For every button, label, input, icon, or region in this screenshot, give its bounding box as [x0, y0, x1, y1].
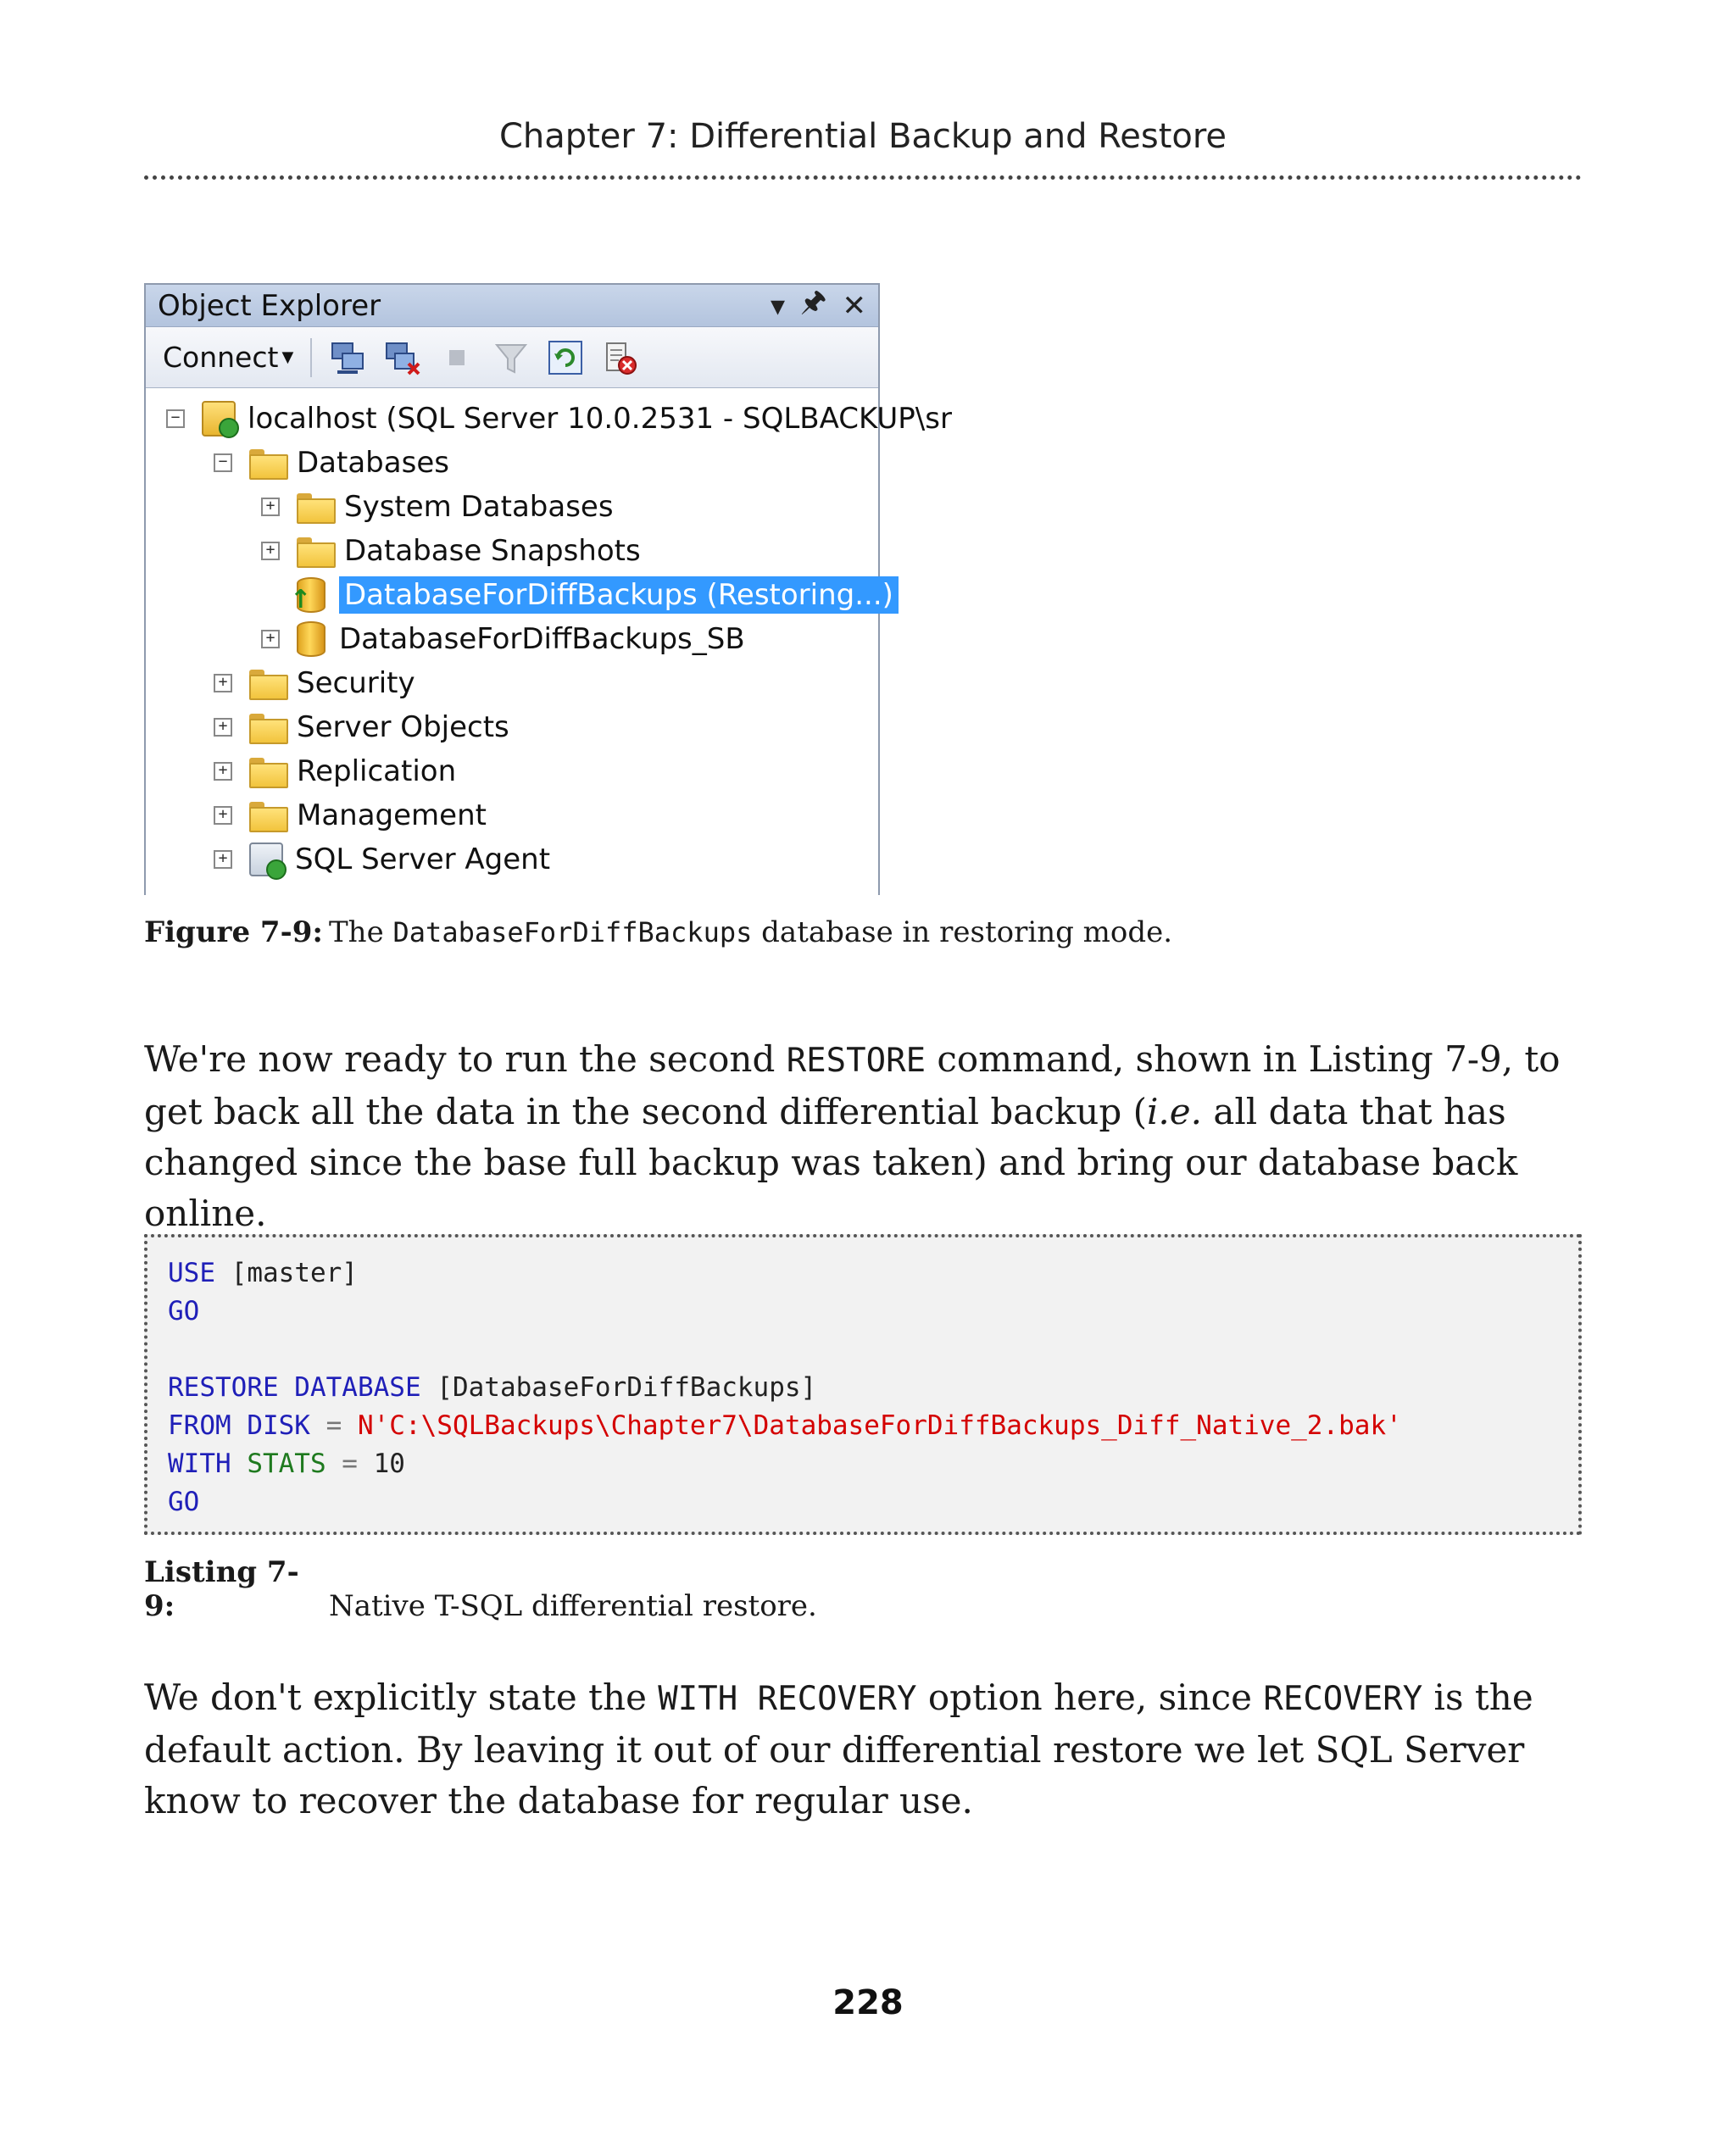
- window-title: Object Explorer: [158, 288, 381, 323]
- figure-caption-label: Figure 7-9:: [144, 915, 323, 949]
- caption-text: database in restoring mode.: [752, 915, 1173, 949]
- folder-icon: [249, 758, 285, 785]
- connect-button[interactable]: [163, 341, 293, 374]
- body-paragraph-2: [144, 1672, 1582, 1827]
- text: is the default action. By leaving it out of our differential restore we let SQL Server know to recover the database for regular use.: [144, 1677, 1533, 1821]
- expand-icon[interactable]: +: [214, 850, 232, 869]
- folder-icon: [297, 537, 332, 564]
- tree-node-security[interactable]: [214, 661, 415, 705]
- toolbar-separator: [310, 338, 312, 377]
- tree-label: Replication: [297, 754, 457, 788]
- figure-caption: [144, 915, 1172, 949]
- tree-label: DatabaseForDiffBackups_SB: [339, 622, 745, 656]
- refresh-icon[interactable]: [546, 338, 585, 377]
- body-paragraph-1: [144, 1034, 1582, 1239]
- chevron-down-icon: ▼: [281, 348, 294, 366]
- expand-icon[interactable]: +: [214, 674, 232, 692]
- code-line: RESTORE DATABASE [DatabaseForDiffBackups]: [168, 1372, 817, 1403]
- folder-icon: [249, 802, 285, 829]
- tree-label: Databases: [297, 446, 449, 480]
- sql-agent-icon: [249, 842, 283, 876]
- stop-powershell-icon[interactable]: [600, 338, 639, 377]
- code-line: GO: [168, 1296, 200, 1326]
- pin-icon[interactable]: 🖈︎: [800, 285, 827, 319]
- inline-code: RESTORE: [786, 1042, 926, 1080]
- tree-label: localhost (SQL Server 10.0.2531 - SQLBACKUP\sr: [248, 402, 952, 436]
- server-icon: [202, 401, 236, 437]
- tree-node-management[interactable]: [214, 793, 487, 837]
- tree-node-system-databases[interactable]: [261, 485, 614, 529]
- inline-code: RECOVERY: [1263, 1680, 1423, 1718]
- tree-node-restoring-database[interactable]: [261, 573, 899, 617]
- disconnect-server-icon[interactable]: [383, 338, 422, 377]
- text: We don't explicitly state the: [144, 1677, 659, 1718]
- text: option here, since: [916, 1677, 1264, 1718]
- tree-label: Security: [297, 666, 415, 700]
- collapse-icon[interactable]: −: [166, 409, 185, 428]
- expand-icon[interactable]: +: [261, 542, 280, 560]
- expand-icon[interactable]: +: [261, 498, 280, 516]
- caption-text: The: [329, 915, 393, 949]
- restoring-database-icon: ↑: [297, 577, 326, 613]
- italic-text: i.e.: [1146, 1091, 1202, 1132]
- folder-icon: [249, 670, 285, 697]
- folder-icon: [297, 493, 332, 520]
- folder-icon: [249, 449, 285, 476]
- object-explorer-titlebar: [146, 285, 878, 327]
- caption-code: DatabaseForDiffBackups: [392, 916, 753, 948]
- expand-icon[interactable]: +: [261, 630, 280, 648]
- expand-icon[interactable]: +: [214, 762, 232, 781]
- tree-label: SQL Server Agent: [295, 842, 551, 876]
- code-line: USE [master]: [168, 1258, 358, 1288]
- tree-node-server-objects[interactable]: [214, 705, 509, 749]
- filter-icon[interactable]: [492, 338, 531, 377]
- tree-label: Management: [297, 798, 487, 832]
- caption-text: Native T-SQL differential restore.: [329, 1589, 817, 1623]
- inline-code: WITH RECOVERY: [658, 1680, 917, 1718]
- tree-node-databases[interactable]: [214, 441, 449, 485]
- page-number: 228: [832, 1983, 904, 2022]
- tree-label-selected: DatabaseForDiffBackups (Restoring...): [339, 576, 899, 614]
- object-explorer-window: [144, 283, 952, 895]
- database-icon: [297, 621, 326, 657]
- tree-label: System Databases: [344, 490, 614, 524]
- running-head: Chapter 7: Differential Backup and Restore: [498, 117, 1227, 156]
- object-tree: [146, 388, 952, 876]
- code-line: WITH STATS = 10: [168, 1449, 405, 1479]
- listing-caption-label: Listing 7-9:: [144, 1555, 299, 1623]
- folder-icon: [249, 714, 285, 741]
- code-listing: [144, 1234, 1582, 1535]
- header-rule: [144, 175, 1582, 180]
- code-line: GO: [168, 1487, 200, 1517]
- object-explorer-toolbar: [146, 327, 878, 388]
- tree-node-server[interactable]: [166, 397, 952, 441]
- tree-node-database-snapshots[interactable]: [261, 529, 641, 573]
- tree-label: Database Snapshots: [344, 534, 641, 568]
- collapse-icon[interactable]: −: [214, 453, 232, 472]
- tree-node-sb-database[interactable]: [261, 617, 745, 661]
- connect-label: Connect: [163, 341, 279, 374]
- text: command, shown in Listing 7-9, to get back all the data in the second differential backup (: [144, 1038, 1561, 1132]
- code-line: [168, 1331, 1558, 1369]
- expand-icon[interactable]: +: [214, 718, 232, 737]
- expand-icon[interactable]: +: [214, 806, 232, 825]
- connect-server-icon[interactable]: [329, 338, 368, 377]
- close-icon[interactable]: ✕: [842, 288, 866, 323]
- tree-node-sql-server-agent[interactable]: [214, 837, 550, 881]
- text: all data that has changed since the base full backup was taken) and bring our database back online.: [144, 1091, 1518, 1234]
- code-line: FROM DISK = N'C:\SQLBackups\Chapter7\DatabaseForDiffBackups_Diff_Native_2.bak': [168, 1410, 1402, 1441]
- tree-node-replication[interactable]: [214, 749, 456, 793]
- tree-label: Server Objects: [297, 710, 509, 744]
- text: We're now ready to run the second: [144, 1038, 787, 1080]
- dropdown-arrow-icon[interactable]: ▾: [770, 288, 786, 323]
- stop-icon[interactable]: [437, 338, 476, 377]
- listing-caption: [144, 1555, 817, 1623]
